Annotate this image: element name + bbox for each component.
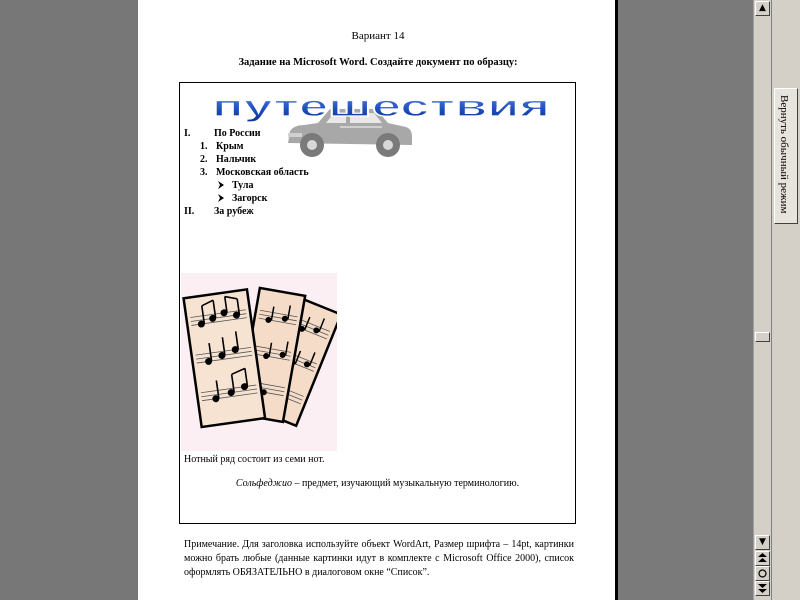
sublist-2-number: 2. [200, 154, 208, 165]
wordart-title [209, 88, 553, 124]
double-down-icon [758, 583, 767, 594]
workspace-left-margin [0, 0, 138, 600]
list-item-2-number: II. [184, 206, 195, 217]
wordart-text: путешествия [212, 90, 550, 123]
task-heading: Задание на Microsoft Word. Создайте документ по образцу: [238, 57, 518, 68]
arrow-down-icon: ▼ [759, 537, 766, 547]
variant-heading: Вариант 14 [351, 30, 405, 42]
workspace-right-margin [618, 0, 753, 600]
select-browse-object-button[interactable] [755, 566, 770, 581]
solfeggio-sentence [180, 478, 575, 489]
scroll-thumb[interactable] [755, 332, 770, 342]
list-item-2-label: За рубеж [214, 206, 254, 217]
solfeggio-term: Сольфеджио [235, 478, 292, 489]
circle-icon [758, 569, 767, 578]
sublist-2-label: Нальчик [216, 154, 257, 165]
bullet-item-tula: Тула [232, 180, 254, 191]
double-up-icon [758, 553, 767, 564]
remark-paragraph: Примечание. Для заголовка используйте объект WordArt, Размер шрифта – 14pt, картинки можно брать любые (данные картинки идут в комплекте с Microsoft Office 2000), список оформлять ОБЯЗАТЕЛЬНО в диалоговом окне “Список”. [184, 539, 574, 578]
arrowhead-bullet-icon [217, 194, 225, 202]
list-item-1-number: I. [184, 128, 191, 139]
vertical-scrollbar[interactable] [753, 0, 771, 600]
next-page-button[interactable] [755, 581, 770, 596]
sublist-1-label: Крым [216, 141, 244, 152]
sublist-1-number: 1. [200, 141, 208, 152]
document-page[interactable] [138, 0, 618, 600]
sublist-3-number: 3. [200, 167, 208, 178]
arrow-up-icon: ▲ [759, 3, 766, 13]
previous-page-button[interactable] [755, 551, 770, 566]
sheet-music-clipart [181, 273, 337, 451]
sublist-3-label: Московская область [216, 167, 309, 178]
notes-sentence: Нотный ряд состоит из семи нот. [184, 454, 325, 465]
sample-frame [179, 82, 576, 524]
arrowhead-bullet-icon [217, 181, 225, 189]
return-normal-mode-button[interactable] [774, 88, 798, 224]
scroll-down-button[interactable] [755, 535, 770, 550]
list-item-1-label: По России [214, 128, 261, 139]
bullet-item-zagorsk: Загорск [232, 193, 268, 204]
scroll-up-button[interactable] [755, 1, 770, 16]
side-panel [771, 0, 800, 600]
solfeggio-definition: – предмет, изучающий музыкальную терминологию. [291, 478, 520, 489]
return-normal-mode-label: Вернуть обычный режим [778, 95, 790, 214]
